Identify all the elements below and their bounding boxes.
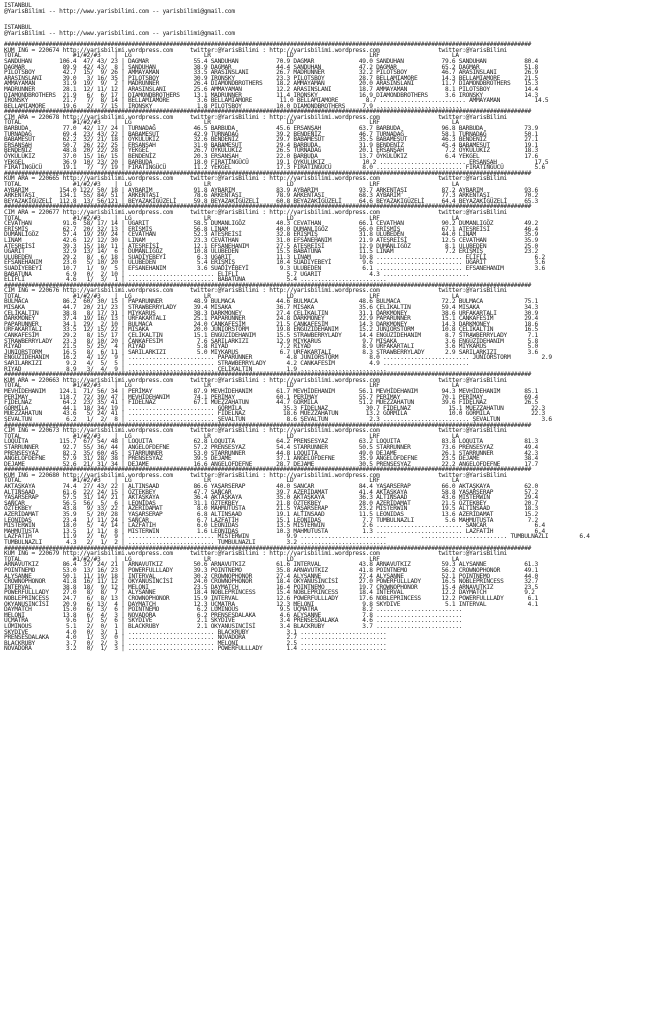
horse-row: LINAM 42.6 12/ 12/ 30 | LINAM 23.3 CEVATHAN 31.0 EFSANEHANIM 21.9 ATEŞREİSİ 12.5 CEVATHAN 35.9 bbox=[4, 236, 539, 244]
horse-row: LAZFATİH 11.9 2/ 6/ 9 | ......................... MISTERWIN 9.9 ......................... ......................... TUMBULNAZLI 6.4 bbox=[4, 533, 590, 541]
section-separator: ######################################################################################################################################################### bbox=[4, 544, 532, 552]
race-header: KUM ING = 220679 http://yarisbilimi.wordpress.com twitter:@YarisBilimi : http://yarisbilimi.wordpress.com twitter:@YarisBilimi bbox=[4, 550, 507, 558]
horse-row: RIYAD 8.9 3/ 4/ 9 | ......................... ÇELİKALTIN 1.9 ......................... bbox=[4, 365, 387, 373]
horse-row: ÇELİKALTIN 38.8 8/ 17/ 31 | MIYKARUS 38.3 DARKMONEY 27.4 ÇELİKALTIN 31.1 DARKMONEY 38.6 URFAKARTALI 30.9 bbox=[4, 309, 539, 317]
horse-row: UGARIT 32.9 13/ 14/ 6 | DUMANLIGÖZ 10.8 ULUBEDEN 15.5 BABATUNA 11.5 LINAM 7.2 ERİŞMİŞ 23.2 bbox=[4, 248, 539, 256]
race-header: CIM ARA = 220677 http://yarisbilimi.wordpress.com twitter:@YarisBilimi : http://yarisbilimi.wordpress.com twitter:@YarisBilimi bbox=[4, 208, 507, 216]
horse-row: BABATUNA 6.9 0/ 2/ 10 | ......................... ELİFLİ 5.7 UGARIT 4.3 ......................... bbox=[4, 270, 470, 278]
column-header: TOTAL #1/#2/#3 | LG LR LD LRF LA bbox=[4, 214, 459, 222]
horse-row: JUNIORSTORM 16.5 8/ 6/ 11 | SARILARKIZI 5.0 MIYKARUS 6.7 URFAKARTALI 8.3 STRAWBERRYLADY 2.9 SARILARKIZI 3.6 bbox=[4, 348, 539, 356]
horse-row: TURNADAĞ 69.4 23/ 43/ 22 | BABAMESUT 42.9 TURNADAĞ 39.2 BENDENİZ 46.7 TURNADAĞ 58.1 TURNADAĞ 50.1 bbox=[4, 130, 539, 138]
horse-row: ALYSANNE 50.1 11/ 19/ 18 | INTERVAL 30.2 CROWNOPHONOR 27.4 ALYSANNE 27.4 ALYSANNE 52.1 POINTNEMO 44.0 bbox=[4, 572, 539, 580]
horse-row: NOVADORA 3.2 0/ 1/ 3 | ......................... POWERFULLLADY 1.4 ......................... bbox=[4, 645, 387, 653]
horse-row: NOBLEPRINCESS 24.7 6/ 8/ 13 | CROWNOPHONOR 15.9 INTERVAL 12.6 POWERFULLLADY 17.6 NOBLEPRINCESS 12.2 POWERFULLLADY 6.1 bbox=[4, 594, 539, 602]
horse-row: SANDUHAN 106.4 47/ 43/ 23 | DAGMAR 55.4 SANDUHAN 70.9 DAGMAR 49.0 SANDUHAN 79.6 SANDUHAN 80.4 bbox=[4, 57, 539, 65]
horse-row: IRONSKY 21.7 7/ 8/ 14 | BELLAMIAMORE 3.6 BELLAMIAMORE 11.0 BELLAMIAMORE 8.7 ......................... AMMAYAMAN 14.5 bbox=[4, 97, 549, 105]
horse-row: ENGÜZİDEHANIM 16.2 4/ 12/ 9 | ......................... PAPARUNNER 4.8 JUNIORSTORM 8.0 ......................... JUNIORSTORM 2.9 bbox=[4, 354, 552, 362]
horse-row: DAYMATCH 15.0 6/ 3/ 6 | POINTNEMO 6.2 LUMINOUS 9.5 ÜÇMATRA 8.2 ......................... bbox=[4, 606, 463, 614]
horse-row: ÜÇMATRA 9.6 1/ 5/ 6 | SKYDIVE 2.1 SKYDIVE 3.4 PRENSESDALAKA 4.6 ......................... bbox=[4, 617, 463, 625]
horse-row: ERSANŞAH 50.7 26/ 22/ 25 | ERSANŞAH 31.0 BABAMESUT 29.4 BARBUDA 31.9 BENDENİZ 45.4 BABAMESUT 19.1 bbox=[4, 141, 539, 149]
horse-row: DIAMONDBROTHERS 21.9 6/ 6/ 17 | DIAMONDBROTHERS 13.1 MADRUNNER 11.4 IRONSKY 16.9 DIAMONDBROTHERS 3.6 IRONSKY 14.3 bbox=[4, 91, 539, 99]
horse-row: EFSANEHANIM 23.0 5/ 10/ 20 | ULUBEDEN 5.4 ERİŞMİŞ 10.4 SUADİYEBEYİ 9.6 ......................... UGARIT 3.6 bbox=[4, 259, 545, 267]
horse-row: ARKENTAŞI 134.1 55/ 84/ 51 | ARKENTAŞI 78.6 ARKENTAŞI 78.9 ARKENTAŞI 68.3 AYBARIM 77.3 ARKENTAŞI 70.2 bbox=[4, 192, 539, 200]
section-separator: ######################################################################################################################################################### bbox=[4, 421, 532, 429]
horse-row: DARKMONEY 37.4 19/ 16/ 13 | URFAKARTALI 25.1 PAPARUNNER 24.8 DARKMONEY 22.9 PAPARUNNER 15.1 CANKAFESİM 29.4 bbox=[4, 315, 539, 323]
horse-row: STARRUNNER 92.7 55/ 36/ 44 | ANGELOFDEFNE 57.2 PRENSESYAZ 54.4 STARRUNNER 50.5 STARRUNNER 73.6 PRENSESYAZ 49.4 bbox=[4, 443, 539, 451]
horse-row: ELİFLİ 4.6 1/ 3/ 1 | ......................... BABATUNA 5.4 ......................... bbox=[4, 276, 387, 284]
section-separator: ######################################################################################################################################################### bbox=[4, 108, 532, 116]
horse-row: INTERVAL 38.8 18/ 9/ 12 | MELONI 23.5 DAYMATCH 16.4 POINTNEMO 19.7 CROWNOPHONOR 15.4 ARNAVUTKIZ 23.5 bbox=[4, 583, 539, 591]
horse-row: BELLAMIAMORE 19.6 2/ 7/ 15 | IRONSKY 1.8 PILOTSBOY 10.0 DIAMONDBROTHERS 7.9 ......................... bbox=[4, 102, 463, 110]
column-header: TOTAL #1/#2/#3 | LG LR LD LRF LA bbox=[4, 119, 459, 127]
column-header: TOTAL #1/#2/#3 | LG LR LD LRF LA bbox=[4, 432, 459, 440]
city-title: ISTANBUL bbox=[4, 24, 32, 32]
horse-row: CROWNOPHONOR 41.8 16/ 11/ 12 | OKYANUSINCİSİ 24.0 CROWNOPHONOR 18.4 OKYANUSINCİSİ 27.0 POWERFULLLADY 16.5 NOBLEPRINCESS 32.7 bbox=[4, 578, 539, 586]
horse-row: BEYAZAKIGÜZELİ 112.8 13/ 56/121 | BEYAZAKIGÜZELİ 59.8 BEYAZAKIGÜZELİ 60.8 BEYAZAKIGÜZELİ 64.6 BEYAZAKIGÜZELİ 64.4 BEYAZAKIGÜZELİ 65.3 bbox=[4, 197, 539, 205]
horse-row: LOQUITA 115.7 67/ 54/ 48 | LOQUITA 62.8 LOQUITA 64.2 PRENSESYAZ 63.2 LOQUITA 83.8 LOQUITA 81.3 bbox=[4, 438, 539, 446]
horse-row: ŞEVALTUN 6.2 1/ 2/ 8 | ......................... ŞEVALTUN 8.6 ŞEVALTUN 2.3 ......................... ŞEVALTUN 3.6 bbox=[4, 415, 552, 423]
horse-row: ERİŞMİŞ 62.7 20/ 32/ 13 | ERİŞMİŞ 56.8 LINAM 40.0 DUMANLIGÖZ 56.0 ERİŞMİŞ 67.1 ATEŞREİSİ 46.4 bbox=[4, 225, 539, 233]
horse-row: STRAWBERRYLADY 23.3 8/ 10/ 20 | CANKAFESİM 7.6 SARILARKIZI 12.9 MIYKARUS 9.7 MISAKA 3.6 ENGÜZİDEHANIM 5.8 bbox=[4, 337, 539, 345]
horse-row: POINTNEMO 53.0 13/ 16/ 23 | POWERFULLLADY 39.3 POINTNEMO 35.8 ARNAVUTKIZ 41.8 POINTNEMO 56.2 CROWNOPHONOR 49.1 bbox=[4, 566, 539, 574]
horse-row: DAGMAR 89.9 42/ 43/ 8 | SANDUHAN 38.9 DAGMAR 44.4 SANDUHAN 47.2 DAGMAR 65.2 DAGMAR 51.8 bbox=[4, 63, 539, 71]
horse-row: TUMBULNAZLI 4.3 2/ 1/ 2 | ......................... TUMBULNAZLI 3.2 ......................... bbox=[4, 539, 387, 546]
horse-row: GÖRMİLA 44.1 18/ 34/ 19 | ......................... GÖRMİLA 35.3 FİDELNAZ 30.7 FİDELNAZ 15.1 MÜEZZAHATUN 22.3 bbox=[4, 404, 545, 412]
section-separator: ######################################################################################################################################################### bbox=[4, 466, 532, 474]
horse-row: POWERFULLLADY 27.0 8/ 8/ 7 | ALYSANNE 18.4 NOBLEPRINCESS 15.4 NOBLEPRINCESS 18.4 INTERVAL 12.2 DAYMATCH 9.2 bbox=[4, 589, 535, 597]
horse-row: FİDELNAZ 64.2 23/ 35/ 41 | FİDELNAZ 67.1 MÜEZZAHATUN 44.7 GÖRMİLA 51.2 MÜEZZAHATUN 39.6 FİDELNAZ 26.5 bbox=[4, 399, 539, 407]
race-header: KUM ARA = 220663 http://yarisbilimi.wordpress.com twitter:@YarisBilimi : http://yarisbilimi.wordpress.com twitter:@YarisBilimi bbox=[4, 376, 507, 384]
horse-row: CEVATHAN 91.6 58/ 17/ 14 | UGARIT 58.5 DUMANLIGÖZ 40.3 CEVATHAN 66.1 CEVATHAN 90.2 DUMANLIGÖZ 49.2 bbox=[4, 220, 539, 228]
horse-row: DEJAME 52.6 21/ 31/ 34 | DEJAME 16.6 ANGELOFDEFNE 28.7 DEJAME 30.5 PRENSESYAZ 22.2 ANGELOFDEFNE 17.7 bbox=[4, 460, 539, 468]
horse-row: DUMANLIGÖZ 57.4 19/ 29/ 24 | CEVATHAN 52.3 ATEŞREİSİ 32.8 ERİŞMİŞ 31.8 ULUBEDEN 44.0 LINAM 35.9 bbox=[4, 231, 539, 239]
horse-row: ÖYKÜLÜKIZ 37.0 15/ 16/ 15 | BENDENİZ 20.3 ERSANŞAH 22.0 BARBUDA 13.7 ÖYKÜLÜKIZ 6.4 YEKGEL 17.6 bbox=[4, 153, 539, 161]
horse-row: SANCAR 56.5 56/ 5/ 6 | LEONIDAS 31.1 ÖZTEKBEY 21.8 ÖZTEKBEY 28.0 AZERİDAMAT 21.5 ÖZTEKBEY 20.7 bbox=[4, 499, 539, 507]
horse-row: YEKGEL 36.9 10/ 23/ 20 | BARBUDA 18.0 FIRATINGÜCÜ 19.1 ÖYKÜLÜKIZ 10.2 ......................... ERSANŞAH 17.5 bbox=[4, 158, 549, 166]
race-header: CIM ING = 220676 http://yarisbilimi.wordpress.com twitter:@YarisBilimi : http://yarisbilimi.wordpress.com twitter:@YarisBilimi bbox=[4, 287, 507, 295]
race-header: KUM ING = 220680 http://yarisbilimi.wordpress.com twitter:@YarisBilimi : http://yarisbilimi.wordpress.com twitter:@YarisBilimi bbox=[4, 471, 507, 479]
race-header: CIM ARA = 220678 http://yarisbilimi.wordpress.com twitter:@YarisBilimi : http://yarisbilimi.wordpress.com twitter:@YarisBilimi bbox=[4, 113, 507, 121]
horse-row: AYBARIM 154.0 122/ 50/ 18 | AYBARIM 91.8 AYBARIM 83.9 AYBARIM 93.7 ARKENTAŞI 87.2 AYBARIM 93.6 bbox=[4, 186, 539, 194]
horse-row: PILOTSBOY 42.7 15/ 9/ 26 | AMMAYAMAN 33.5 ARASINSLANI 26.7 MADRUNNER 32.2 PILOTSBOY 46.7 ARASINSLANI 26.9 bbox=[4, 69, 539, 77]
horse-row: BULMACA 86.2 60/ 30/ 15 | PAPARUNNER 48.9 BULMACA 44.6 BULMACA 48.6 BULMACA 72.2 BULMACA 75.1 bbox=[4, 298, 539, 306]
horse-row: OKYANUSINCİSİ 20.9 6/ 13/ 4 | DAYMATCH 12.3 ÜÇMATRA 12.3 MELONI 9.8 SKYDIVE 5.1 INTERVAL 4.1 bbox=[4, 600, 539, 608]
section-separator: ######################################################################################################################################################### bbox=[4, 281, 532, 289]
section-separator: ######################################################################################################################################################### bbox=[4, 203, 532, 211]
horse-row: BLACKRUBY 3.7 0/ 2/ 3 | ......................... MELONI 2.5 ......................... bbox=[4, 639, 387, 647]
column-header: TOTAL #1/#2/#3 | LG LR LD LRF LA bbox=[4, 292, 459, 300]
horse-row: ARASINSLANI 39.0 3/ 16/ 35 | PILOTSBOY 30.9 IRONSKY 23.3 PILOTSBOY 28.7 BELLAMIAMORE 14.3 BELLAMIAMORE 21.5 bbox=[4, 74, 539, 82]
horse-row: PRENSESDALAKA 4.0 1/ 3/ 0 | ......................... NOVADORA 2.7 ......................... bbox=[4, 634, 387, 642]
horse-row: LEONIDAS 23.4 1/ 11/ 24 | SANCAR 6.7 LAZFATİH 15.1 LEONIDAS 7.7 TUMBULNAZLI 5.6 MAHMUTUSTA 7.2 bbox=[4, 516, 539, 524]
horse-row: MELONI 13.8 6/ 4/ 3 | NOVADORA 6.2 PRENSESDALAKA 4.6 ALYSANNE 7.8 ......................... bbox=[4, 611, 463, 619]
horse-row: MAHMUTUSTA 13.5 1/ 11/ 8 | MISTERWIN 1.6 LEONIDAS 10.3 MAHMUTUSTA 1.3 ......................... LAZFATİH 6.4 bbox=[4, 527, 545, 535]
horse-row: ALTINSAAD 61.6 22/ 24/ 15 | ÖZTEKBEY 47.7 SANCAR 39.7 AZERİDAMAT 41.4 AKTAŞKAYA 58.8 YAŞARSERAP 57.2 bbox=[4, 488, 539, 496]
horse-row: BARBUDA 77.0 42/ 17/ 24 | TURNADAĞ 46.5 BARBUDA 45.6 ERSANŞAH 63.7 BARBUDA 96.8 BARBUDA 73.9 bbox=[4, 125, 539, 133]
horse-row: CANKAFESİM 29.2 8/ 15/ 17 | ÇELİKALTIN 15.1 ENGÜZİDEHANIM 15.5 STRAWBERRYLADY 14.4 ENGÜZİDEHANIM 8.7 STRAWBERRYLADY 7.1 bbox=[4, 332, 539, 340]
section-separator: ######################################################################################################################################################### bbox=[4, 371, 532, 379]
horse-row: FIRATINGÜCÜ 19.1 7/ 7/ 19 | FIRATINGÜCÜ 11.2 YEKGEL 17.3 FIRATINGÜCÜ 8.0 ......................... FIRATINGÜCÜ 5.6 bbox=[4, 164, 545, 172]
horse-row: ÖZTEKBEY 43.8 9/ 33/ 22 | AZERİDAMAT 8.0 MAHMUTUSTA 21.5 YAŞARSERAP 23.2 MISTERWIN 19.5 ALTINSAAD 18.3 bbox=[4, 505, 539, 513]
horse-row: ANGELOFDEFNE 57.9 31/ 28/ 38 | PRENSESYAZ 39.5 DEJAME 37.1 ANGELOFDEFNE 35.9 ANGELOFDEFNE 23.5 DEJAME 38.4 bbox=[4, 455, 539, 463]
horse-row: BENDENİZ 48.8 20/ 22/ 28 | YEKGEL 26.7 ÖYKÜLÜKIZ 26.5 TURNADAĞ 20.1 ERSANŞAH 7.2 ÖYKÜLÜKIZ 18.3 bbox=[4, 147, 539, 155]
horse-row: SKYDIVE 4.0 0/ 3/ 1 | ......................... BLACKRUBY 3.1 ......................... bbox=[4, 628, 387, 636]
race-header: KUM ING = 220674 http://yarisbilimi.wordpress.com twitter:@YarisBilimi : http://yarisbilimi.wordpress.com twitter:@YarisBilimi bbox=[4, 46, 507, 54]
horse-row: AKTAŞKAYA 74.4 27/ 43/ 22 | ALTINSAAD 86.6 YAŞARSERAP 40.0 SANCAR 84.4 YAŞARSERAP 66.0 AKTAŞKAYA 62.0 bbox=[4, 483, 539, 491]
contact-line: @YarisBilimi -- http://www.yarisbilimi.com -- yarisbilimi@gmail.com bbox=[4, 29, 235, 37]
horse-row: AZERİDAMAT 35.9 5/ 20/ 28 | YAŞARSERAP 6.8 ALTINSAAD 19.1 ALTINSAAD 11.5 LEONIDAS 13.6 AZERİDAMAT 15.2 bbox=[4, 511, 539, 519]
column-header: TOTAL #1/#2/#3 | LG LR LD LRF LA bbox=[4, 52, 459, 60]
section-separator: ######################################################################################################################################################### bbox=[4, 169, 532, 177]
horse-row: AMMAYAMAN 31.9 19/ 9/ 2 | MADRUNNER 26.4 DIAMONDBROTHERS 18.2 AMMAYAMAN 20.0 ARASINSLANI 11.7 DIAMONDBROTHERS 15.3 bbox=[4, 80, 539, 88]
horse-row: ARNAVUTKIZ 86.4 37/ 24/ 21 | ARNAVUTKIZ 50.6 ARNAVUTKIZ 61.6 INTERVAL 43.8 ARNAVUTKIZ 59.3 ALYSANNE 61.3 bbox=[4, 561, 539, 569]
horse-row: YAŞARSERAP 57.5 31/ 14/ 21 | AKTAŞKAYA 36.4 AKTAŞKAYA 35.0 AKTAŞKAYA 36.3 ALTINSAAD 43.6 MISTERWIN 29.4 bbox=[4, 494, 539, 502]
horse-row: MISTERWIN 18.0 5/ 4/ 14 | LAZFATİH 6.0 LEONIDAS 13.5 MISTERWIN 2.6 ......................... SANCAR 6.4 bbox=[4, 522, 545, 530]
horse-row: PRENSESYAZ 82.2 35/ 60/ 45 | STARRUNNER 53.0 STARRUNNER 44.8 LOQUITA 49.0 DEJAME 26.1 STARRUNNER 42.3 bbox=[4, 449, 539, 457]
horse-row: RIYAD 21.5 5/ 25/ 4 | RIYAD 5.8 RIYAD 7.2 RIYAD 8.9 URFAKARTALI 3.6 MIYKARUS 5.0 bbox=[4, 343, 539, 351]
horse-row: ATEŞREİSİ 39.3 15/ 18/ 11 | ATEŞREİSİ 12.1 EFSANEHANIM 27.5 ATEŞREİSİ 12.9 DUMANLIGÖZ 8.1 ULUBEDEN 25.0 bbox=[4, 242, 539, 250]
horse-row: LUMINOUS 5.1 2/ 0/ 1 | BLACKRUBY 2.1 OKYANUSINCİSİ 3.4 BLACKRUBY 3.7 ......................... bbox=[4, 622, 463, 630]
horse-row: MADRUNNER 28.1 12/ 11/ 12 | ARASINSLANI 25.6 AMMAYAMAN 12.2 ARASINSLANI 18.7 AMMAYAMAN 8.1 PILOTSBOY 14.4 bbox=[4, 85, 539, 93]
horse-row: MEVHİDEHANIM 124.1 71/ 56/ 34 | PERİMAY 87.9 MEVHİDEHANIM 61.7 MEVHİDEHANIM 56.1 MEVHİDEHANIM 94.3 MEVHİDEHANIM 85.1 bbox=[4, 387, 539, 395]
race-header: KUM ARA = 220665 http://yarisbilimi.wordpress.com twitter:@YarisBilimi : http://yarisbilimi.wordpress.com twitter:@YarisBilimi bbox=[4, 175, 507, 183]
horse-row: BABAMESUT 62.2 32/ 21/ 18 | ÖYKÜLÜKIZ 32.6 BENDENİZ 29.7 BABAMESUT 35.5 BABAMESUT 46.3 BENDENİZ 27.1 bbox=[4, 136, 539, 144]
horse-row: MÜEZZAHATUN 43.6 5/ 24/ 41 | ......................... FİDELNAZ 18.6 MÜEZZAHATUN 13.2 GÖRMİLA 10.0 GÖRMİLA 22.3 bbox=[4, 410, 545, 418]
horse-row: URFAKARTALI 33.5 12/ 15/ 22 | MISAKA 20.0 JUNIORSTORM 19.8 ENGÜZİDEHANIM 15.2 JUNIORSTORM 10.8 ÇELİKALTIN 16.5 bbox=[4, 326, 539, 334]
column-header: TOTAL #1/#2/#3 | LG LR LD LRF LA bbox=[4, 477, 459, 485]
horse-row: ULUBEDEN 29.2 8/ 6/ 18 | SUADİYEBEYİ 6.3 UGARIT 11.3 LINAM 10.8 ......................... ELİFLİ 6.2 bbox=[4, 253, 545, 261]
column-header: TOTAL #1/#2/#3 | LG LR LD LRF LA bbox=[4, 181, 459, 188]
horse-row: SARILARKIZI 9.2 4/ 5/ 5 | ......................... STRAWBERRYLADY 4.2 CANKAFESİM 4.9 ......................... bbox=[4, 360, 470, 367]
column-header: TOTAL #1/#2/#3 | LG LR LD LRF LA bbox=[4, 382, 459, 390]
column-header: TOTAL #1/#2/#3 | LG LR LD LRF LA bbox=[4, 555, 459, 563]
city-title: ISTANBUL bbox=[4, 2, 32, 9]
horse-row: PERİMAY 118.7 72/ 39/ 47 | MEVHİDEHANIM 74.1 PERİMAY 60.1 PERİMAY 55.7 PERİMAY 70.1 PERİMAY 69.4 bbox=[4, 393, 539, 401]
horse-row: PAPARUNNER 34.1 29/ 2/ 10 | BULMACA 24.0 CANKAFESİM 21.5 CANKAFESİM 14.3 DARKMONEY 14.3 DARKMONEY 18.6 bbox=[4, 320, 539, 328]
section-separator: ######################################################################################################################################################### bbox=[4, 41, 532, 49]
horse-row: MISAKA 44.7 20/ 21/ 23 | STRAWBERRYLADY 39.4 MISAKA 36.7 MISAKA 35.6 ÇELİKALTIN 59.4 MISAKA 34.3 bbox=[4, 304, 539, 312]
horse-row: SUADİYEBEYİ 10.7 1/ 9/ 5 | EFSANEHANIM 3.6 SUADİYEBEYİ 9.3 ULUBEDEN 6.1 ......................... EFSANEHANIM 3.6 bbox=[4, 264, 545, 272]
contact-line: @YarisBilimi -- http://www.yarisbilimi.com -- yarisbilimi@gmail.com bbox=[4, 7, 235, 15]
race-header: CIM ING = 220673 http://yarisbilimi.wordpress.com twitter:@YarisBilimi : http://yarisbilimi.wordpress.com twitter:@YarisBilimi bbox=[4, 427, 507, 435]
